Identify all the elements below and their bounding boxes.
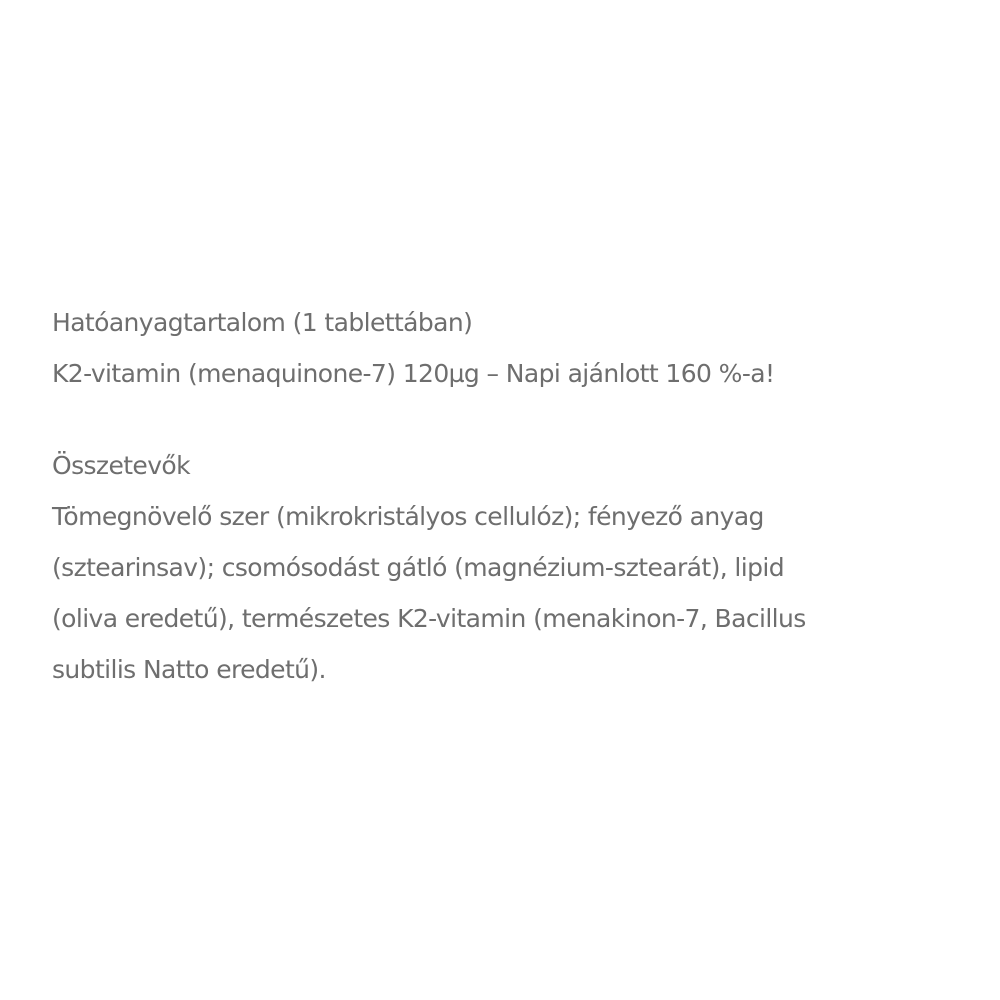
ingredients-section (52, 440, 952, 695)
ingredients-line: (oliva eredetű), természetes K2-vitamin (menakinon-7, Bacillus (52, 604, 806, 633)
ingredients-heading: Összetevők (52, 451, 190, 480)
active-ingredients-section (52, 297, 952, 399)
ingredients-line: (sztearinsav); csomósodást gátló (magnézium-sztearát), lipid (52, 553, 784, 582)
product-description (52, 297, 952, 695)
ingredients-line: Tömegnövelő szer (mikrokristályos cellulóz); fényező anyag (52, 502, 764, 531)
active-ingredients-heading: Hatóanyagtartalom (1 tablettában) (52, 308, 473, 337)
ingredients-line: subtilis Natto eredetű). (52, 655, 326, 684)
active-ingredients-line: K2-vitamin (menaquinone-7) 120µg – Napi ajánlott 160 %-a! (52, 359, 775, 388)
